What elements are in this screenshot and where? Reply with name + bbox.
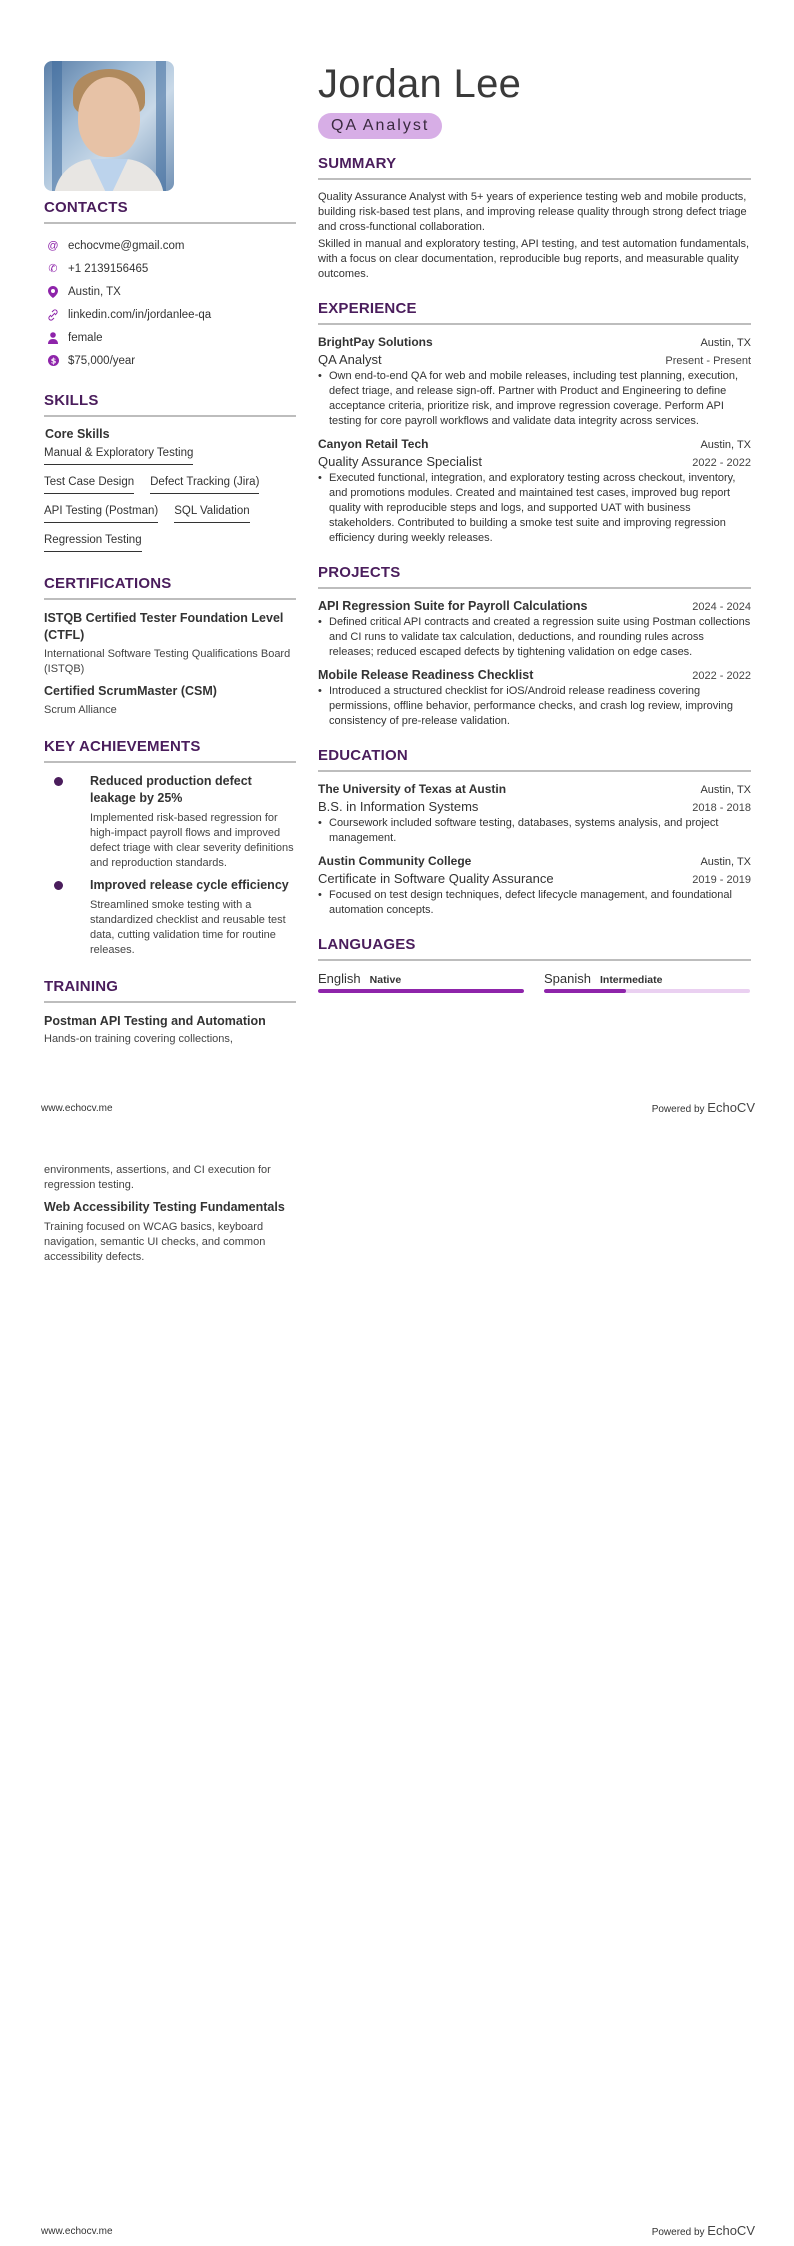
job-bullet-text: Executed functional, integration, and exploratory testing across checkout, inventory, and promotions modules. Created and maintained test cases, improved bug report quality with reproducible steps and logs, and supported UAT with business stakeholders. Contributed to building a smoke test suite and improving regression efficiency during weekly releases. <box>329 472 736 544</box>
education-bullet-text: Focused on test design techniques, defect lifecycle management, and foundational automation concepts. <box>329 889 732 916</box>
resume-page-2 <box>0 1123 794 2246</box>
powered-by-label: Powered by <box>651 2227 705 2238</box>
project-name: Mobile Release Readiness Checklist <box>318 668 534 682</box>
language-proficiency-bar <box>318 989 524 993</box>
language-proficiency-bar <box>544 989 750 993</box>
section-title-training: TRAINING <box>44 978 296 1003</box>
education-bullet-text: Coursework included software testing, databases, systems analysis, and project management. <box>329 817 719 844</box>
person-icon <box>47 332 59 344</box>
section-title-achievements: KEY ACHIEVEMENTS <box>44 738 296 763</box>
school-name: The University of Texas at Austin <box>318 782 507 796</box>
language-level: Intermediate <box>599 974 663 986</box>
footer-powered-by <box>652 1100 755 1115</box>
photo-face <box>78 77 140 157</box>
phone-icon: ✆ <box>48 263 58 275</box>
language-proficiency-fill <box>318 989 524 993</box>
footer-powered-by <box>652 2223 755 2238</box>
education-dates: 2018 - 2018 <box>692 802 751 814</box>
company-name: BrightPay Solutions <box>318 335 433 349</box>
skill-tag: Defect Tracking (Jira) <box>150 472 259 494</box>
training-desc-continued: environments, assertions, and CI execution for regression testing. <box>44 1164 271 1191</box>
project-bullet: • Introduced a structured checklist for iOS/Android release readiness covering permissions, offline behavior, performance checks, and crash log review, improving consistency of pre-release validation. <box>318 684 751 729</box>
section-title-contacts: CONTACTS <box>44 199 296 224</box>
right-column <box>318 61 751 993</box>
language-name: English <box>318 971 361 986</box>
education-entry <box>318 782 751 846</box>
education-section <box>318 747 751 918</box>
contact-location <box>44 280 296 303</box>
job-title-badge: QA Analyst <box>318 113 442 139</box>
achievement-title: Improved release cycle efficiency <box>90 878 289 892</box>
training-desc: Hands-on training covering collections, <box>44 1033 233 1045</box>
experience-entry <box>318 437 751 546</box>
candidate-name: Jordan Lee <box>318 62 522 106</box>
experience-entry <box>318 335 751 429</box>
contact-gender-text: female <box>68 331 103 344</box>
skills-section <box>44 392 296 559</box>
section-title-summary: SUMMARY <box>318 155 751 180</box>
cert-org: Scrum Alliance <box>44 704 117 716</box>
achievement-desc: Streamlined smoke testing with a standardized checklist and reusable test data, cutting validation time for routine releases. <box>90 899 286 956</box>
project-bullet: • Defined critical API contracts and created a regression suite using Postman collections and CI runs to validate tax calculation, deductions, and rounding rules across releases; reduced escaped defects by tightening validation on edge cases. <box>318 616 751 658</box>
project-bullet-text: Defined critical API contracts and created a regression suite using Postman collections and CI runs to validate tax calculation, deductions, and rounding rules across releases; reduced escaped defects by tightening validation on edge cases. <box>329 616 751 658</box>
section-title-certifications: CERTIFICATIONS <box>44 575 296 600</box>
experience-section <box>318 300 751 546</box>
company-location: Austin, TX <box>700 337 751 349</box>
contact-email-text: echocvme@gmail.com <box>68 239 185 252</box>
contact-email[interactable] <box>44 234 296 257</box>
section-title-skills: SKILLS <box>44 392 296 417</box>
skill-tag: API Testing (Postman) <box>44 501 158 523</box>
contact-phone-text: +1 2139156465 <box>68 262 149 275</box>
contact-salary-text: $75,000/year <box>68 354 136 367</box>
dollar-icon <box>47 355 59 367</box>
bullet-dot-icon <box>54 881 63 890</box>
contacts-section <box>44 199 296 372</box>
language-level: Native <box>369 974 402 986</box>
brand-name: EchoCV <box>707 2223 755 2238</box>
job-role: Quality Assurance Specialist <box>318 454 483 469</box>
project-name: API Regression Suite for Payroll Calculations <box>318 599 588 613</box>
education-dates: 2019 - 2019 <box>692 874 751 886</box>
project-entry <box>318 599 751 660</box>
languages-section <box>318 936 751 993</box>
education-entry <box>318 854 751 918</box>
job-bullet-text: Own end-to-end QA for web and mobile releases, including test planning, execution, defect triage, and release sign-off. Partner with Product and Engineering to define acceptance criteria, prioritize risk, and improve regression coverage. Perform API testing for core payroll workflows and validate data integrity across services. <box>329 370 739 427</box>
job-role: QA Analyst <box>318 352 382 367</box>
location-pin-icon <box>47 286 59 298</box>
project-entry <box>318 668 751 729</box>
language-name: Spanish <box>544 971 591 986</box>
link-icon <box>47 309 59 321</box>
training-name: Postman API Testing and Automation <box>44 1014 266 1028</box>
brand-name: EchoCV <box>707 1100 755 1115</box>
summary-section <box>318 155 751 282</box>
summary-paragraph: Skilled in manual and exploratory testing, API testing, and test automation fundamentals, with a focus on clear documentation, reproducible bug reports, and measurable quality outcomes. <box>318 238 750 280</box>
achievement-item <box>44 877 296 958</box>
cert-name: ISTQB Certified Tester Foundation Level (CTFL) <box>44 611 284 642</box>
skill-tag: Manual & Exploratory Testing <box>44 443 193 465</box>
skill-tag: Test Case Design <box>44 472 134 494</box>
contact-phone[interactable] <box>44 257 296 280</box>
projects-section <box>318 564 751 729</box>
project-dates: 2024 - 2024 <box>692 601 751 613</box>
project-dates: 2022 - 2022 <box>692 670 751 682</box>
achievements-section <box>44 738 296 958</box>
left-column <box>44 61 296 1053</box>
job-bullet: • Own end-to-end QA for web and mobile releases, including test planning, execution, defect triage, and release sign-off. Partner with Product and Engineering to define acceptance criteria, prioritize risk, and improve regression coverage. Perform API testing for core payroll workflows and validate data integrity across services. <box>318 369 751 429</box>
language-item <box>318 971 524 993</box>
section-title-experience: EXPERIENCE <box>318 300 751 325</box>
footer-website[interactable]: www.echocv.me <box>41 2226 113 2237</box>
photo-bg-decor <box>52 61 62 191</box>
school-name: Austin Community College <box>318 854 472 868</box>
bullet-dot-icon <box>54 777 63 786</box>
cert-org: International Software Testing Qualifications Board (ISTQB) <box>44 648 291 675</box>
degree: Certificate in Software Quality Assurance <box>318 871 554 886</box>
achievement-item <box>44 773 296 871</box>
certifications-section <box>44 575 296 718</box>
footer-website[interactable]: www.echocv.me <box>41 1103 113 1114</box>
section-title-education: EDUCATION <box>318 747 751 772</box>
skill-tag: Regression Testing <box>44 530 142 552</box>
cert-name: Certified ScrumMaster (CSM) <box>44 684 217 698</box>
at-icon: @ <box>47 239 59 252</box>
section-title-projects: PROJECTS <box>318 564 751 589</box>
job-dates: 2022 - 2022 <box>692 457 751 469</box>
profile-photo <box>44 61 174 191</box>
contact-gender <box>44 326 296 349</box>
powered-by-label: Powered by <box>651 1104 705 1115</box>
contact-linkedin[interactable] <box>44 303 296 326</box>
degree: B.S. in Information Systems <box>318 799 479 814</box>
achievement-desc: Implemented risk-based regression for high-impact payroll flows and improved defect triage with clear severity definitions and reproduction standards. <box>90 812 294 869</box>
school-location: Austin, TX <box>700 784 751 796</box>
skill-tag: SQL Validation <box>174 501 249 523</box>
job-bullet: • Executed functional, integration, and exploratory testing across checkout, inventory, and promotions modules. Created and maintained test cases, improved bug report quality with reproducible steps and logs, and supported UAT with business stakeholders. Contributed to building a smoke test suite and improving regression efficiency during weekly releases. <box>318 471 751 546</box>
education-bullet: • Coursework included software testing, databases, systems analysis, and project management. <box>318 816 751 846</box>
svg-text:$: $ <box>50 356 56 366</box>
summary-paragraph: Quality Assurance Analyst with 5+ years of experience testing web and mobile products, building risk-based test plans, and improving release quality through strong defect triage and cross-functional collaboration. <box>318 191 747 233</box>
contact-linkedin-text: linkedin.com/in/jordanlee-qa <box>68 308 212 321</box>
left-column-continued <box>44 1163 296 1271</box>
contact-location-text: Austin, TX <box>68 285 121 298</box>
photo-bg-decor <box>156 61 166 191</box>
project-bullet-text: Introduced a structured checklist for iOS/Android release readiness covering permissions, offline behavior, performance checks, and crash log review, improving consistency of pre-release validation. <box>329 685 733 727</box>
company-location: Austin, TX <box>700 439 751 451</box>
achievement-title: Reduced production defect leakage by 25% <box>90 774 252 805</box>
language-item <box>544 971 750 993</box>
skills-group-title: Core Skills <box>45 427 110 441</box>
company-name: Canyon Retail Tech <box>318 437 429 451</box>
education-bullet: • Focused on test design techniques, defect lifecycle management, and foundational automation concepts. <box>318 888 751 918</box>
job-dates: Present - Present <box>665 355 751 367</box>
training-section <box>44 978 296 1047</box>
section-title-languages: LANGUAGES <box>318 936 751 961</box>
contact-salary <box>44 349 296 372</box>
training-name: Web Accessibility Testing Fundamentals <box>44 1200 285 1214</box>
school-location: Austin, TX <box>700 856 751 868</box>
training-desc: Training focused on WCAG basics, keyboard navigation, semantic UI checks, and common accessibility defects. <box>44 1221 266 1263</box>
language-proficiency-fill <box>544 989 626 993</box>
